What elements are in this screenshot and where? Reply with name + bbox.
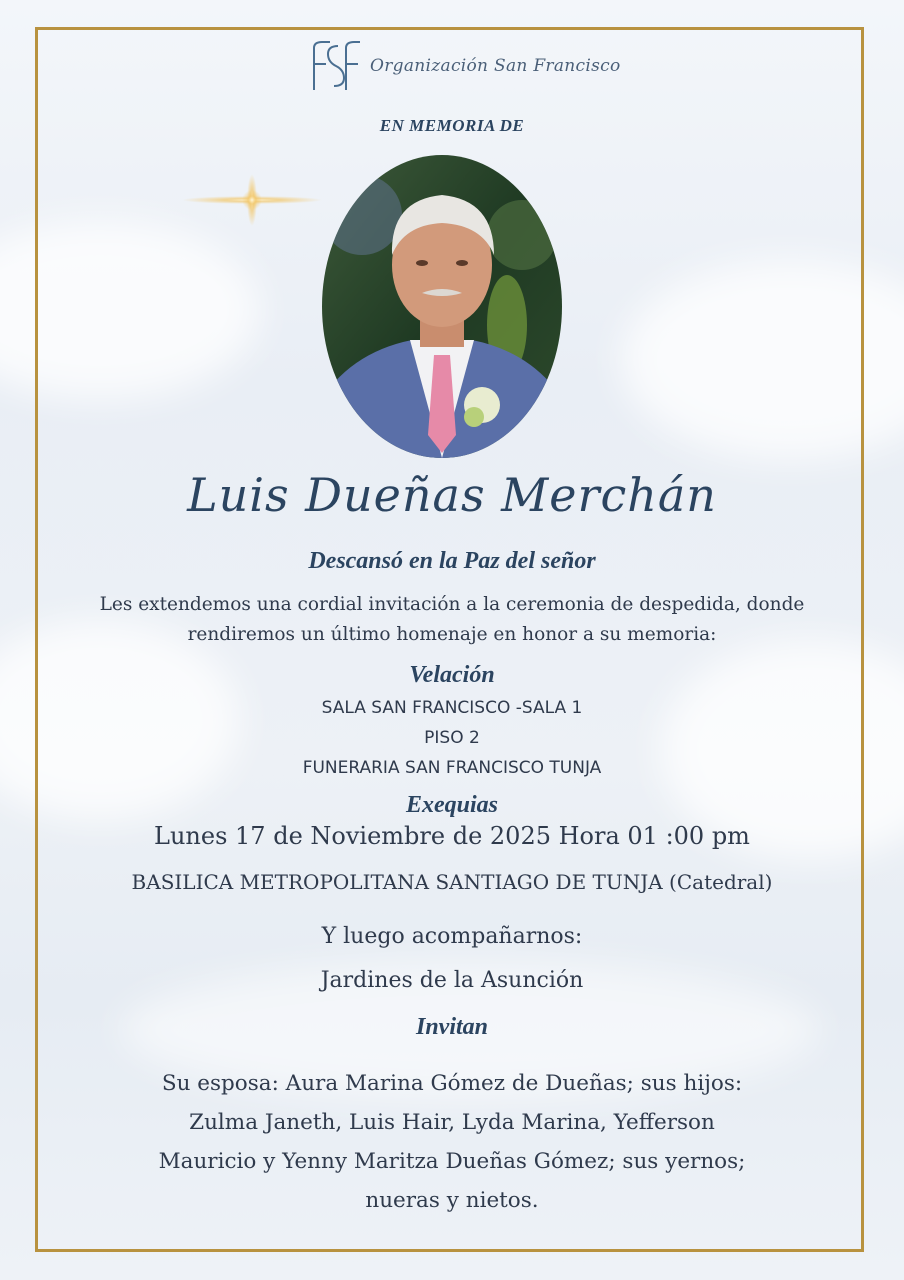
rest-in-peace-text: Descansó en la Paz del señor bbox=[308, 548, 596, 574]
velacion-floor: PISO 2 bbox=[424, 728, 480, 748]
family-line: Mauricio y Yenny Maritza Dueñas Gómez; sus yernos; bbox=[158, 1149, 746, 1174]
fsf-monogram-icon bbox=[306, 38, 362, 94]
in-memory-of-label: EN MEMORIA DE bbox=[379, 116, 525, 135]
exequias-place: BASILICA METROPOLITANA SANTIAGO DE TUNJA (Catedral) bbox=[131, 870, 773, 894]
velacion-heading: Velación bbox=[409, 662, 495, 688]
velacion-funeral-home: FUNERARIA SAN FRANCISCO TUNJA bbox=[302, 758, 602, 778]
burial-place: Jardines de la Asunción bbox=[320, 968, 584, 993]
exequias-datetime: Lunes 17 de Noviembre de 2025 Hora 01 :00 pm bbox=[154, 822, 750, 850]
family-line: nueras y nietos. bbox=[365, 1188, 539, 1213]
family-line: Zulma Janeth, Luis Hair, Lyda Marina, Yefferson bbox=[189, 1110, 715, 1135]
organization-name: Organización San Francisco bbox=[370, 56, 621, 76]
deceased-name: Luis Dueñas Merchán bbox=[187, 468, 717, 522]
invitation-line: rendiremos un último homenaje en honor a su memoria: bbox=[187, 624, 717, 645]
velacion-room: SALA SAN FRANCISCO -SALA 1 bbox=[321, 698, 583, 718]
star-sparkle-icon bbox=[180, 172, 330, 232]
portrait-photo bbox=[322, 155, 562, 458]
invitation-line: Les extendemos una cordial invitación a la ceremonia de despedida, donde bbox=[99, 594, 805, 615]
family-line: Su esposa: Aura Marina Gómez de Dueñas; sus hijos: bbox=[161, 1071, 743, 1096]
organization-logo bbox=[306, 38, 620, 94]
exequias-heading: Exequias bbox=[405, 792, 498, 818]
family-list bbox=[0, 1064, 904, 1220]
burial-intro: Y luego acompañarnos: bbox=[321, 924, 583, 949]
invitation-text bbox=[0, 590, 904, 650]
invitan-heading: Invitan bbox=[415, 1014, 489, 1040]
